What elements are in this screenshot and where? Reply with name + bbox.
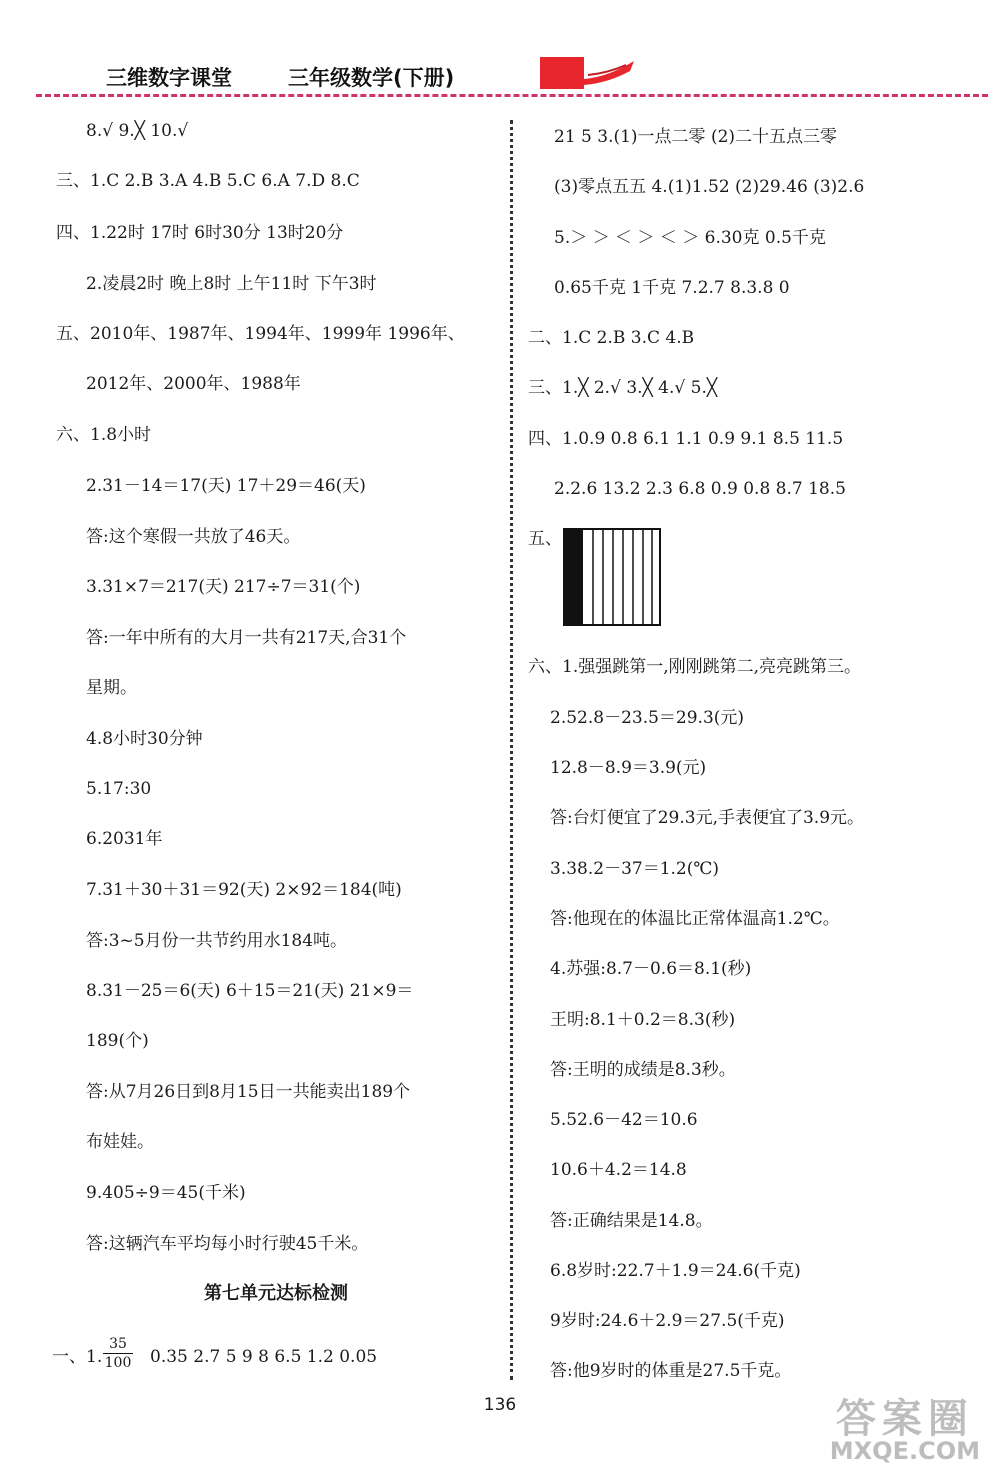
page-header xyxy=(0,0,1000,110)
answer-line: 2.52.8－23.5＝29.3(元) xyxy=(550,708,745,728)
answer-line: 2.2.6 13.2 2.3 6.8 0.9 0.8 8.7 18.5 xyxy=(554,479,846,499)
answer-line: 12.8－8.9＝3.9(元) xyxy=(550,758,707,778)
fraction xyxy=(100,1336,136,1371)
answer-line: 王明:8.1＋0.2＝8.3(秒) xyxy=(550,1010,736,1030)
section-title: 第七单元达标检测 xyxy=(204,1283,348,1304)
answer-line: 3.38.2－37＝1.2(℃) xyxy=(550,859,720,879)
answer-line: (3)零点五五 4.(1)1.52 (2)29.46 (3)2.6 xyxy=(554,177,865,197)
fraction-bar xyxy=(103,1353,133,1354)
answer-line: 9.405÷9＝45(千米) xyxy=(86,1183,246,1203)
fraction-denominator: 100 xyxy=(104,1355,132,1371)
watermark-logo: 答案圈 xyxy=(835,1396,974,1442)
book-subject-title: 三年级数学(下册) xyxy=(288,66,455,90)
section-five-label: 五、 xyxy=(528,529,562,549)
answer-line: 6.8岁时:22.7＋1.9＝24.6(千克) xyxy=(550,1261,801,1281)
answer-line: 5.52.6－42＝10.6 xyxy=(550,1110,698,1130)
fraction-numerator: 35 xyxy=(109,1336,127,1352)
answer-line: 10.6＋4.2＝14.8 xyxy=(550,1160,687,1180)
answer-line: 2.凌晨2时 晚上8时 上午11时 下午3时 xyxy=(86,274,377,294)
answer-line: 四、1.0.9 0.8 6.1 1.1 0.9 9.1 8.5 11.5 xyxy=(528,429,844,449)
answer-line: 答:从7月26日到8月15日一共能卖出189个 xyxy=(86,1082,411,1102)
answer-line: 9岁时:24.6＋2.9＝27.5(千克) xyxy=(550,1311,785,1331)
page-number: 136 xyxy=(483,1395,517,1415)
shaded-bar-figure xyxy=(563,528,663,628)
answer-line: 0.35 2.7 5 9 8 6.5 1.2 0.05 xyxy=(150,1347,378,1367)
figure-shaded-part xyxy=(564,529,583,625)
answer-line: 7.31＋30＋31＝92(天) 2×92＝184(吨) xyxy=(86,880,402,900)
answer-line: 2012年、2000年、1988年 xyxy=(86,374,301,394)
answer-line: 4.苏强:8.7－0.6＝8.1(秒) xyxy=(550,959,752,979)
answer-line: 答:正确结果是14.8。 xyxy=(550,1211,713,1231)
answer-line: 5.＞ ＞ ＜ ＞ ＜ ＞ 6.30克 0.5千克 xyxy=(554,228,826,248)
watermark-url: MXQE.COM xyxy=(829,1437,980,1465)
answer-line: 答:3~5月份一共节约用水184吨。 xyxy=(86,931,348,951)
answer-line: 答:王明的成绩是8.3秒。 xyxy=(550,1060,736,1080)
answer-line: 六、1.8小时 xyxy=(56,425,152,445)
answer-line: 答:台灯便宜了29.3元,手表便宜了3.9元。 xyxy=(550,808,865,828)
book-series-title: 三维数字课堂 xyxy=(106,66,232,90)
answer-line: 答:一年中所有的大月一共有217天,合31个 xyxy=(86,628,407,648)
answer-line: 答:这个寒假一共放了46天。 xyxy=(86,527,301,547)
answer-line: 六、1.强强跳第一,刚刚跳第二,亮亮跳第三。 xyxy=(528,657,862,677)
answer-line: 答:他现在的体温比正常体温高1.2℃。 xyxy=(550,909,840,929)
header-divider xyxy=(36,94,988,97)
answer-line: 2.31－14＝17(天) 17＋29＝46(天) xyxy=(86,476,366,496)
answer-line: 21 5 3.(1)一点二零 (2)二十五点三零 xyxy=(554,127,838,147)
answer-line: 一、1. xyxy=(52,1347,103,1367)
column-divider xyxy=(510,120,513,1380)
answer-line: 189(个) xyxy=(86,1031,149,1051)
answer-line: 三、1.╳ 2.√ 3.╳ 4.√ 5.╳ xyxy=(528,378,718,398)
answer-line: 答:这辆汽车平均每小时行驶45千米。 xyxy=(86,1234,369,1254)
answer-line: 四、1.22时 17时 6时30分 13时20分 xyxy=(56,223,344,243)
answer-line: 布娃娃。 xyxy=(86,1132,154,1152)
answer-line: 4.8小时30分钟 xyxy=(86,729,203,749)
answer-line: 3.31×7＝217(天) 217÷7＝31(个) xyxy=(86,577,361,597)
rocket-logo-icon xyxy=(538,55,648,95)
answer-line: 5.17:30 xyxy=(86,779,152,799)
answer-line: 6.2031年 xyxy=(86,829,163,849)
answer-line: 二、1.C 2.B 3.C 4.B xyxy=(528,328,695,348)
answer-line: 星期。 xyxy=(86,678,137,698)
answer-line: 0.65千克 1千克 7.2.7 8.3.8 0 xyxy=(554,278,790,298)
answer-line: 答:他9岁时的体重是27.5千克。 xyxy=(550,1361,792,1381)
watermark xyxy=(829,1396,980,1467)
answer-line: 三、1.C 2.B 3.A 4.B 5.C 6.A 7.D 8.C xyxy=(56,171,360,191)
answer-line: 8.√ 9.╳ 10.√ xyxy=(86,121,189,141)
answer-line: 五、2010年、1987年、1994年、1999年 1996年、 xyxy=(56,324,465,344)
answer-line: 8.31－25＝6(天) 6＋15＝21(天) 21×9＝ xyxy=(86,981,414,1001)
